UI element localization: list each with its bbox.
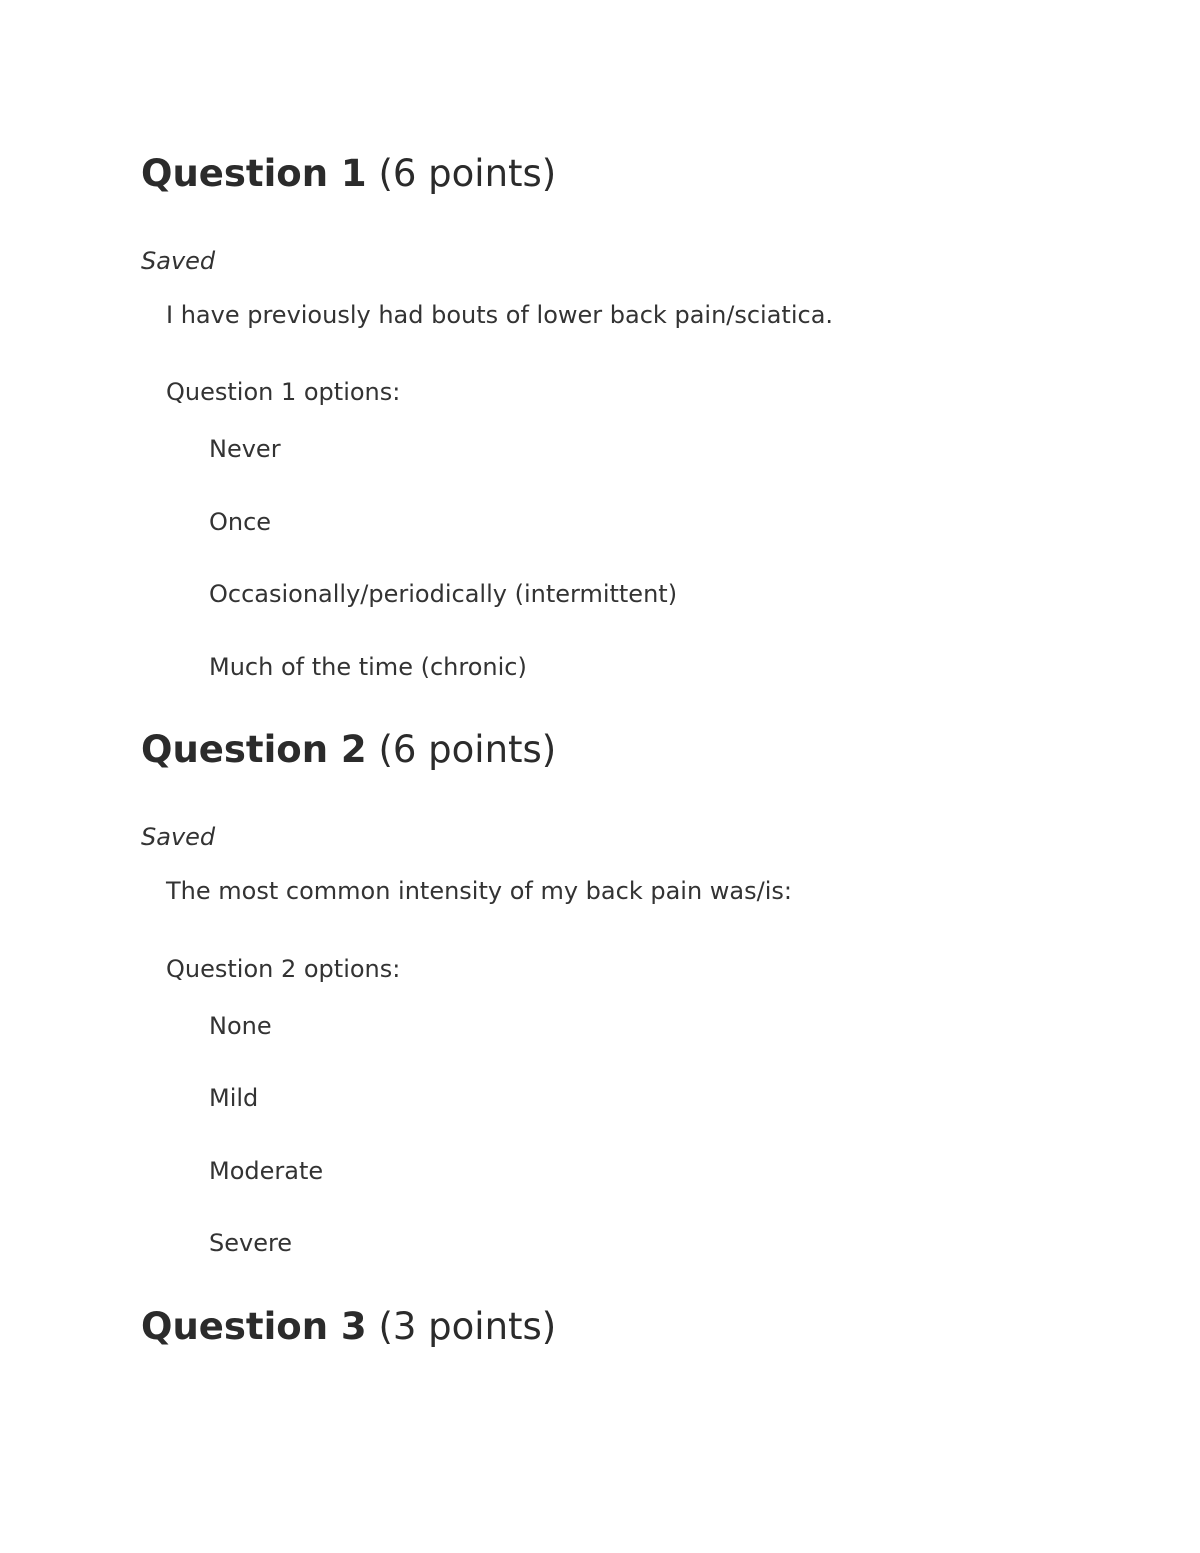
question-2-prompt: The most common intensity of my back pain was/is: [166, 877, 792, 905]
question-2-option-mild[interactable]: Mild [209, 1084, 259, 1112]
question-1-option-never[interactable]: Never [209, 435, 281, 463]
question-3-points: (3 points) [378, 1305, 557, 1348]
question-1-options-label: Question 1 options: [166, 378, 401, 406]
question-2-options-label: Question 2 options: [166, 955, 401, 983]
question-1-saved-status: Saved [141, 247, 216, 275]
question-2-points: (6 points) [378, 728, 557, 771]
question-1-option-once[interactable]: Once [209, 508, 272, 536]
question-2-option-none[interactable]: None [209, 1012, 272, 1040]
question-1-number: Question 1 [141, 152, 367, 195]
question-3-number: Question 3 [141, 1305, 367, 1348]
question-2-title [141, 728, 556, 772]
question-2-saved-status: Saved [141, 823, 216, 851]
question-2-option-moderate[interactable]: Moderate [209, 1157, 324, 1185]
question-1-points: (6 points) [378, 152, 557, 195]
question-1-option-much-of-the-time[interactable]: Much of the time (chronic) [209, 653, 527, 681]
question-1-option-occasionally[interactable]: Occasionally/periodically (intermittent) [209, 580, 678, 608]
question-1-title [141, 152, 556, 196]
question-1-prompt: I have previously had bouts of lower back pain/sciatica. [166, 301, 834, 329]
question-3-title [141, 1305, 556, 1349]
question-2-option-severe[interactable]: Severe [209, 1229, 293, 1257]
question-2-number: Question 2 [141, 728, 367, 771]
